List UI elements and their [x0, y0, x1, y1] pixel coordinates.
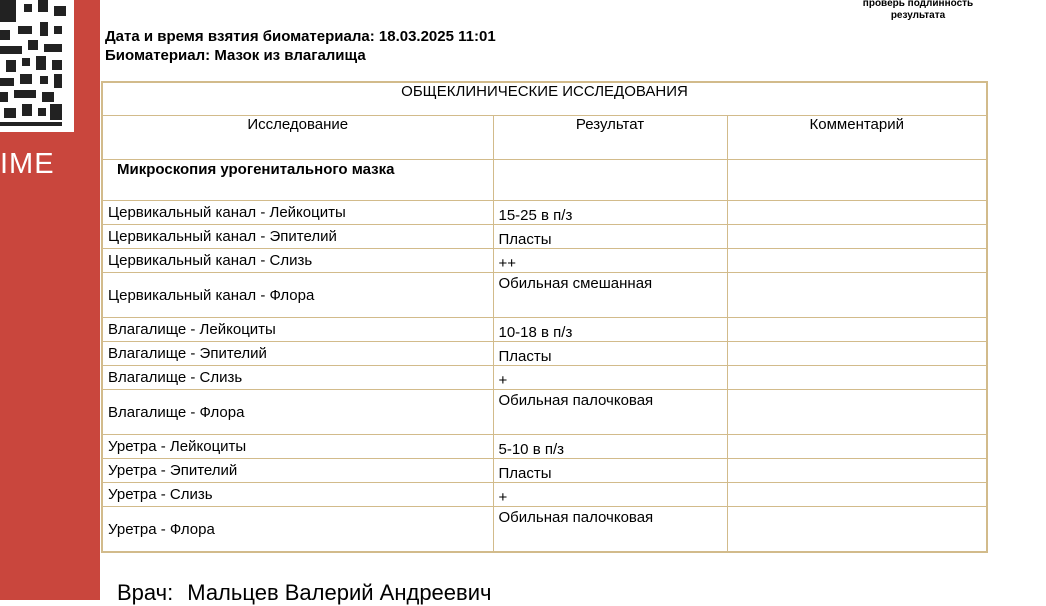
row-result: Пласты — [493, 342, 727, 366]
row-result: ++ — [493, 249, 727, 273]
column-header-study: Исследование — [102, 116, 493, 160]
table-row — [102, 342, 987, 366]
biomaterial-label: Биоматериал: — [105, 47, 211, 64]
row-comment — [727, 390, 987, 435]
row-comment — [727, 342, 987, 366]
doctor-label: Врач: — [117, 580, 174, 605]
sample-datetime-value: 18.03.2025 11:01 — [378, 28, 496, 45]
row-comment — [727, 366, 987, 390]
row-result: + — [493, 366, 727, 390]
group-comment-cell — [727, 160, 987, 201]
row-result: 5-10 в п/з — [493, 435, 727, 459]
row-comment — [727, 318, 987, 342]
row-name: Уретра - Лейкоциты — [102, 435, 493, 459]
verify-authenticity-label: проверь подлинность результата — [862, 0, 974, 21]
row-result: 10-18 в п/з — [493, 318, 727, 342]
row-comment — [727, 435, 987, 459]
table-row — [102, 507, 987, 553]
table-row — [102, 273, 987, 318]
row-result: Обильная смешанная — [493, 273, 727, 318]
sample-datetime — [105, 28, 496, 45]
row-comment — [727, 483, 987, 507]
table-row — [102, 201, 987, 225]
doctor-name: Мальцев Валерий Андреевич — [187, 580, 492, 605]
table-row — [102, 318, 987, 342]
group-result-cell — [493, 160, 727, 201]
table-title: ОБЩЕКЛИНИЧЕСКИЕ ИССЛЕДОВАНИЯ — [102, 82, 987, 116]
row-name: Уретра - Эпителий — [102, 459, 493, 483]
column-header-comment: Комментарий — [727, 116, 987, 160]
qr-code-icon — [0, 0, 74, 132]
row-name: Цервикальный канал - Слизь — [102, 249, 493, 273]
results-table — [101, 81, 988, 553]
row-result: + — [493, 483, 727, 507]
row-result: Обильная палочковая — [493, 390, 727, 435]
row-name: Цервикальный канал - Эпителий — [102, 225, 493, 249]
row-result: 15-25 в п/з — [493, 201, 727, 225]
table-row — [102, 483, 987, 507]
row-name: Уретра - Флора — [102, 507, 493, 553]
row-name: Цервикальный канал - Флора — [102, 273, 493, 318]
row-name: Уретра - Слизь — [102, 483, 493, 507]
qr-code[interactable] — [0, 0, 74, 132]
biomaterial-value: Мазок из влагалища — [214, 47, 366, 64]
row-result: Пласты — [493, 459, 727, 483]
row-result: Обильная палочковая — [493, 507, 727, 553]
row-name: Влагалище - Флора — [102, 390, 493, 435]
brand-logo-text: IME — [0, 148, 55, 180]
row-comment — [727, 225, 987, 249]
column-header-result: Результат — [493, 116, 727, 160]
row-name: Влагалище - Слизь — [102, 366, 493, 390]
table-row — [102, 459, 987, 483]
table-row — [102, 390, 987, 435]
group-name: Микроскопия урогенитального мазка — [102, 160, 493, 201]
row-name: Влагалище - Лейкоциты — [102, 318, 493, 342]
table-row — [102, 366, 987, 390]
row-comment — [727, 273, 987, 318]
table-row — [102, 249, 987, 273]
group-row — [102, 160, 987, 201]
row-comment — [727, 201, 987, 225]
table-row — [102, 435, 987, 459]
table-row — [102, 225, 987, 249]
row-name: Цервикальный канал - Лейкоциты — [102, 201, 493, 225]
doctor-line — [117, 580, 491, 606]
sample-datetime-label: Дата и время взятия биоматериала: — [105, 28, 375, 45]
sidebar-stripe — [0, 0, 100, 600]
biomaterial — [105, 47, 366, 64]
row-result: Пласты — [493, 225, 727, 249]
row-comment — [727, 507, 987, 553]
row-name: Влагалище - Эпителий — [102, 342, 493, 366]
row-comment — [727, 459, 987, 483]
row-comment — [727, 249, 987, 273]
